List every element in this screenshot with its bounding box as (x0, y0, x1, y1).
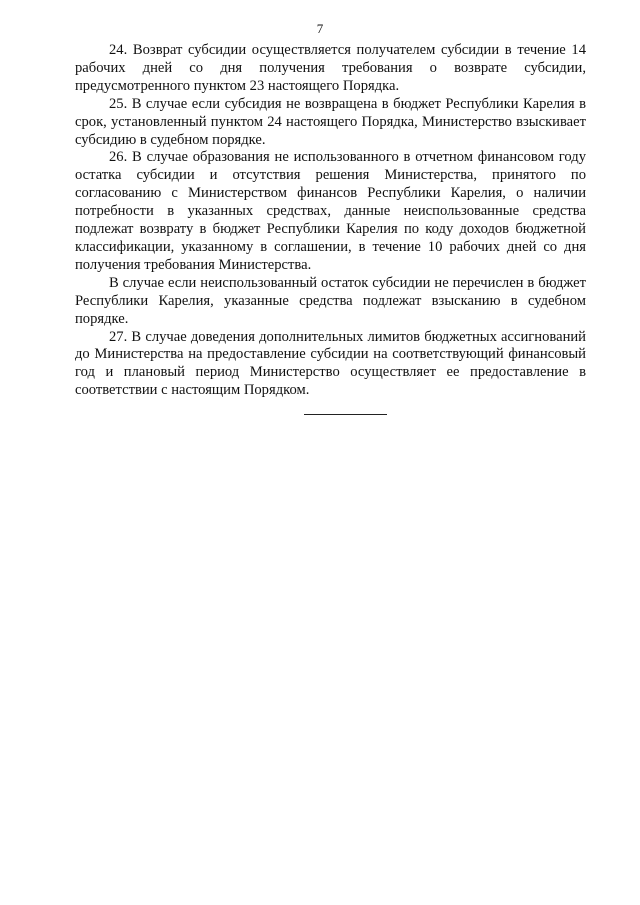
paragraph-27: 27. В случае доведения дополнительных лимитов бюджетных ассигнований до Министерства на предоставление субсидии на соответствующий финансовый год и плановый период Министерство осуществляет ее предоставление в соответствии с настоящим Порядком. (75, 328, 586, 399)
paragraph-25: 25. В случае если субсидия не возвращена в бюджет Республики Карелия в срок, установленный пунктом 24 настоящего Порядка, Министерство взыскивает субсидию в судебном порядке. (75, 95, 586, 148)
end-separator-line (304, 414, 387, 415)
paragraph-26: 26. В случае образования не использованного в отчетном финансовом году остатка субсидии и отсутствия решения Министерства, принятого по согласованию с Министерством финансов Республики Карелия, о наличии потребности в указанных средствах, данные неиспользованные средства подлежат возврату в бюджет Республики Карелия по коду доходов бюджетной классификации, указанному в соглашении, в течение 10 рабочих дней со дня получения требования Министерства. (75, 149, 586, 273)
paragraph-26-continuation: В случае если неиспользованный остаток субсидии не перечислен в бюджет Республики Карелия, указанные средства подлежат взысканию в судебном порядке. (75, 274, 586, 327)
page-number: 7 (316, 21, 324, 36)
paragraph-24: 24. Возврат субсидии осуществляется получателем субсидии в течение 14 рабочих дней со дня получения требования о возврате субсидии, предусмотренного пунктом 23 настоящего Порядка. (75, 42, 586, 94)
document-body (75, 42, 586, 400)
